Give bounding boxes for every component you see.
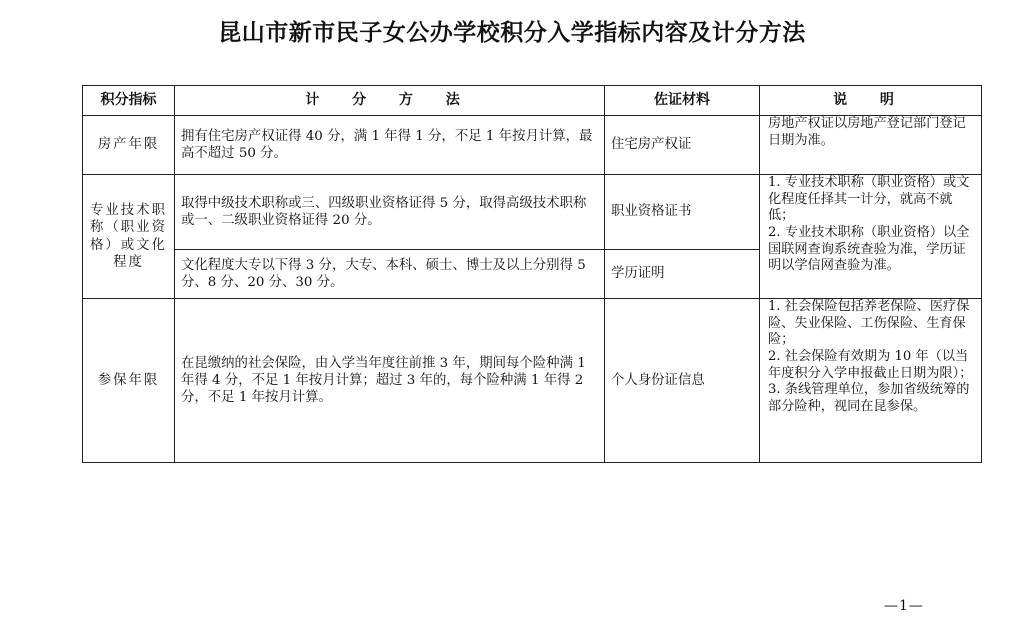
method-cell: 取得中级技术职称或三、四级职业资格证得 5 分，取得高级技术职称或一、二级职业资格证得 20 分。 xyxy=(175,175,605,250)
header-note: 说 明 xyxy=(760,86,982,116)
page-number: —1— xyxy=(884,598,924,614)
page-title: 昆山市新市民子女公办学校积分入学指标内容及计分方法 xyxy=(218,19,806,46)
header-indicator: 积分指标 xyxy=(83,86,175,116)
note-line: 2. 专业技术职称（职业资格）以全国联网查询系统查验为准，学历证明以学信网查验为准。 xyxy=(768,224,970,274)
note-cell xyxy=(760,299,982,463)
note-cell xyxy=(760,175,982,299)
indicator-cell: 专业技术职称（职业资格）或文化程度 xyxy=(83,175,175,299)
indicator-cell: 房产年限 xyxy=(83,116,175,175)
material-cell: 学历证明 xyxy=(605,250,760,299)
table-header-row xyxy=(83,86,982,116)
indicator-cell: 参保年限 xyxy=(83,299,175,463)
note-line: 2. 社会保险有效期为 10 年（以当年度积分入学申报截止日期为限）； xyxy=(768,348,973,381)
note-line: 房地产权证以房地产登记部门登记日期为准。 xyxy=(768,116,966,148)
method-cell: 拥有住宅房产权证得 40 分，满 1 年得 1 分，不足 1 年按月计算，最高不超过 50 分。 xyxy=(175,116,605,175)
note-cell xyxy=(760,116,982,175)
material-cell: 职业资格证书 xyxy=(605,175,760,250)
method-cell: 文化程度大专以下得 3 分，大专、本科、硕士、博士及以上分别得 5 分、8 分、20 分、30 分。 xyxy=(175,250,605,299)
material-cell: 个人身份证信息 xyxy=(605,299,760,463)
material-cell: 住宅房产权证 xyxy=(605,116,760,175)
note-line: 1. 专业技术职称（职业资格）或文化程度任择其一计分，就高不就低； xyxy=(768,175,970,224)
method-cell: 在昆缴纳的社会保险，由入学当年度往前推 3 年，期间每个险种满 1 年得 4 分，不足 1 年按月计算；超过 3 年的，每个险种满 1 年得 2 分，不足 1 年按月计算。 xyxy=(175,299,605,463)
table-row-qualification-title xyxy=(83,175,982,250)
note-line: 1. 社会保险包括养老保险、医疗保险、失业保险、工伤保险、生育保险； xyxy=(768,299,970,348)
note-line: 3. 条线管理单位，参加省级统筹的部分险种，视同在昆参保。 xyxy=(768,382,970,414)
table-row-property xyxy=(83,116,982,175)
header-method: 计 分 方 法 xyxy=(175,86,605,116)
header-material: 佐证材料 xyxy=(605,86,760,116)
table-row-insurance xyxy=(83,299,982,463)
score-table xyxy=(82,85,982,463)
